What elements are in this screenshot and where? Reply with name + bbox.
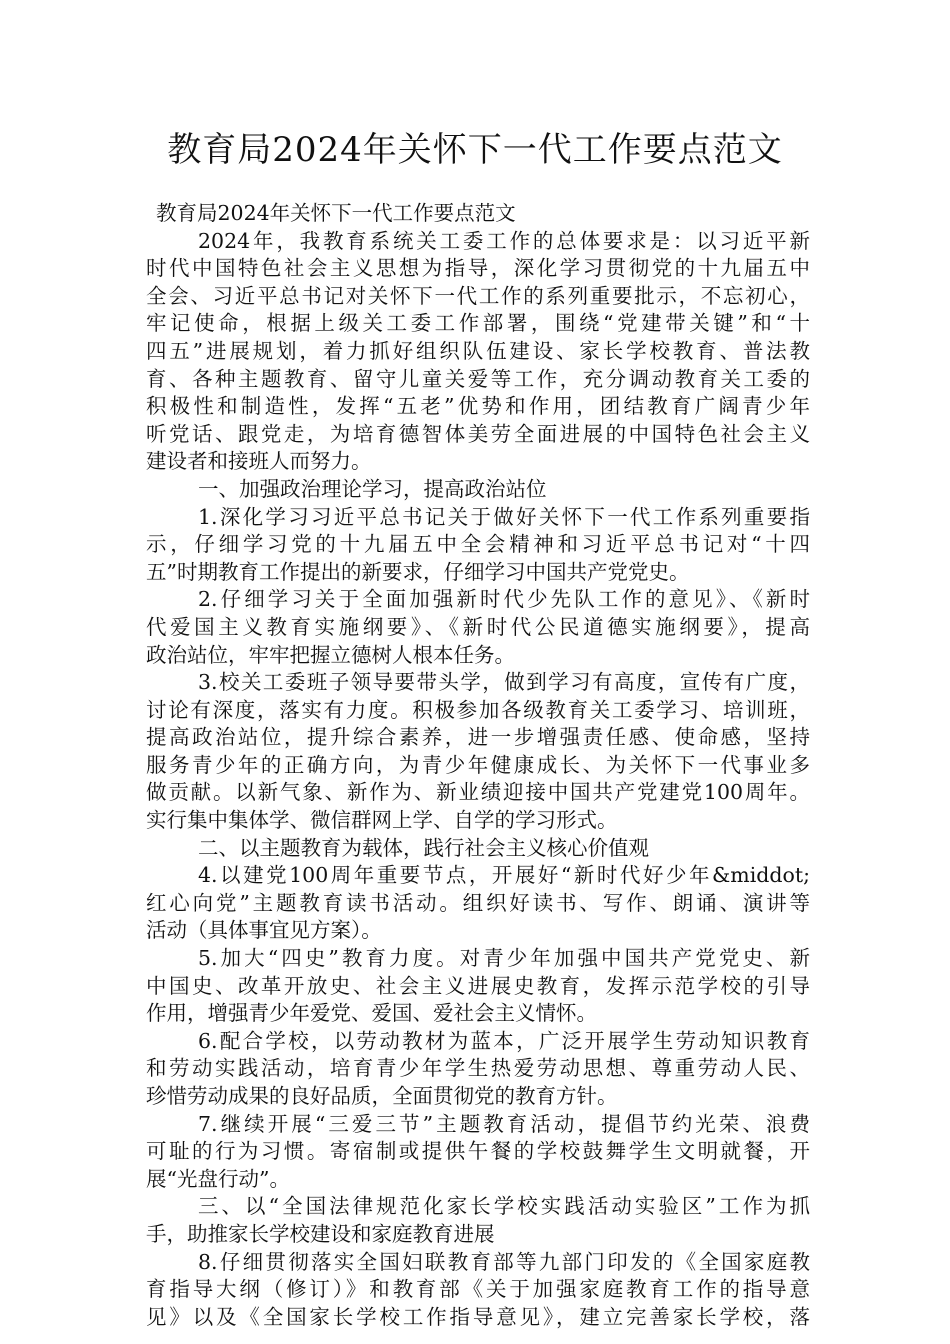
text-line: 服务青少年的正确方向，为青少年健康成长、为关怀下一代事业多 (146, 752, 810, 777)
text-line: 手，助推家长学校建设和家庭教育进展 (146, 1221, 495, 1246)
text-line: 7.继续开展“三爱三节”主题教育活动，提倡节约光荣、浪费 (198, 1111, 810, 1136)
text-line: 代爱国主义教育实施纲要》、《新时代公民道德实施纲要》，提高 (146, 614, 810, 639)
document-title: 教育局2024年关怀下一代工作要点范文 (167, 130, 783, 170)
text-line: 和劳动实践活动，培育青少年学生热爱劳动思想、尊重劳动人民、 (146, 1056, 810, 1081)
text-line: 建设者和接班人而努力。 (146, 449, 372, 474)
text-line: 时代中国特色社会主义思想为指导，深化学习贯彻党的十九届五中 (146, 256, 810, 281)
text-line: 听党话、跟党走，为培育德智体美劳全面进展的中国特色社会主义 (146, 421, 810, 446)
text-line: 珍惜劳动成果的良好品质，全面贯彻党的教育方针。 (146, 1084, 618, 1108)
text-line: 一、加强政治理论学习，提高政治站位 (198, 476, 547, 501)
text-line: 五”时期教育工作提出的新要求，仔细学习中国共产党党史。 (146, 559, 690, 584)
text-line: 见》以及《全国家长学校工作指导意见》，建立完善家长学校，落 (146, 1304, 810, 1329)
text-line: 四五”进展规划，着力抓好组织队伍建设、家长学校教育、普法教 (146, 338, 810, 363)
document-subtitle: 教育局2024年关怀下一代工作要点范文 (156, 201, 516, 225)
text-line: 可耻的行为习惯。寄宿制或提供午餐的学校鼓舞学生文明就餐，开 (146, 1139, 810, 1164)
text-line: 5.加大“四史”教育力度。对青少年加强中国共产党党史、新 (198, 946, 810, 971)
text-line: 中国史、改革开放史、社会主义进展史教育，发挥示范学校的引导 (146, 973, 810, 998)
text-line: 4.以建党100周年重要节点，开展好“新时代好少年&middot; (198, 863, 810, 888)
text-line: 2024年，我教育系统关工委工作的总体要求是：以习近平新 (198, 228, 810, 253)
text-line: 全会、习近平总书记对关怀下一代工作的系列重要批示，不忘初心， (146, 283, 810, 308)
text-line: 积极性和制造性，发挥“五老”优势和作用，团结教育广阔青少年 (146, 394, 810, 419)
text-line: 8.仔细贯彻落实全国妇联教育部等九部门印发的《全国家庭教 (198, 1249, 810, 1274)
text-line: 二、以主题教育为载体，践行社会主义核心价值观 (198, 835, 649, 860)
text-line: 作用，增强青少年爱党、爱国、爱社会主义情怀。 (146, 1001, 597, 1026)
text-line: 红心向党”主题教育读书活动。组织好读书、写作、朗诵、演讲等 (146, 890, 810, 915)
text-line: 展“光盘行动”。 (146, 1166, 290, 1191)
text-line: 三、以“全国法律规范化家长学校实践活动实验区”工作为抓 (198, 1194, 810, 1219)
text-line: 2.仔细学习关于全面加强新时代少先队工作的意见》、《新时 (198, 587, 810, 612)
text-line: 活动（具体事宜见方案）。 (146, 918, 382, 943)
text-line: 提高政治站位，提升综合素养，进一步增强责任感、使命感，坚持 (146, 725, 810, 750)
text-line: 政治站位，牢牢把握立德树人根本任务。 (146, 642, 515, 667)
text-line: 示，仔细学习党的十九届五中全会精神和习近平总书记对“十四 (146, 532, 810, 557)
text-line: 讨论有深度，落实有力度。积极参加各级教育关工委学习、培训班， (146, 697, 810, 722)
text-line: 做贡献。以新气象、新作为、新业绩迎接中国共产党建党100周年。 (146, 780, 810, 805)
text-line: 6.配合学校，以劳动教材为蓝本，广泛开展学生劳动知识教育 (198, 1028, 810, 1053)
text-line: 1.深化学习习近平总书记关于做好关怀下一代工作系列重要指 (198, 504, 810, 529)
document-body (146, 200, 810, 1331)
text-line: 3.校关工委班子领导要带头学，做到学习有高度，宣传有广度， (198, 670, 810, 695)
text-line: 实行集中集体学、微信群网上学、自学的学习形式。 (146, 808, 618, 833)
text-line: 育指导大纲（修订）》和教育部《关于加强家庭教育工作的指导意 (146, 1277, 810, 1302)
text-line: 牢记使命，根据上级关工委工作部署，围绕“党建带关键”和“十 (146, 311, 810, 336)
text-line: 育、各种主题教育、留守儿童关爱等工作，充分调动教育关工委的 (146, 366, 810, 391)
